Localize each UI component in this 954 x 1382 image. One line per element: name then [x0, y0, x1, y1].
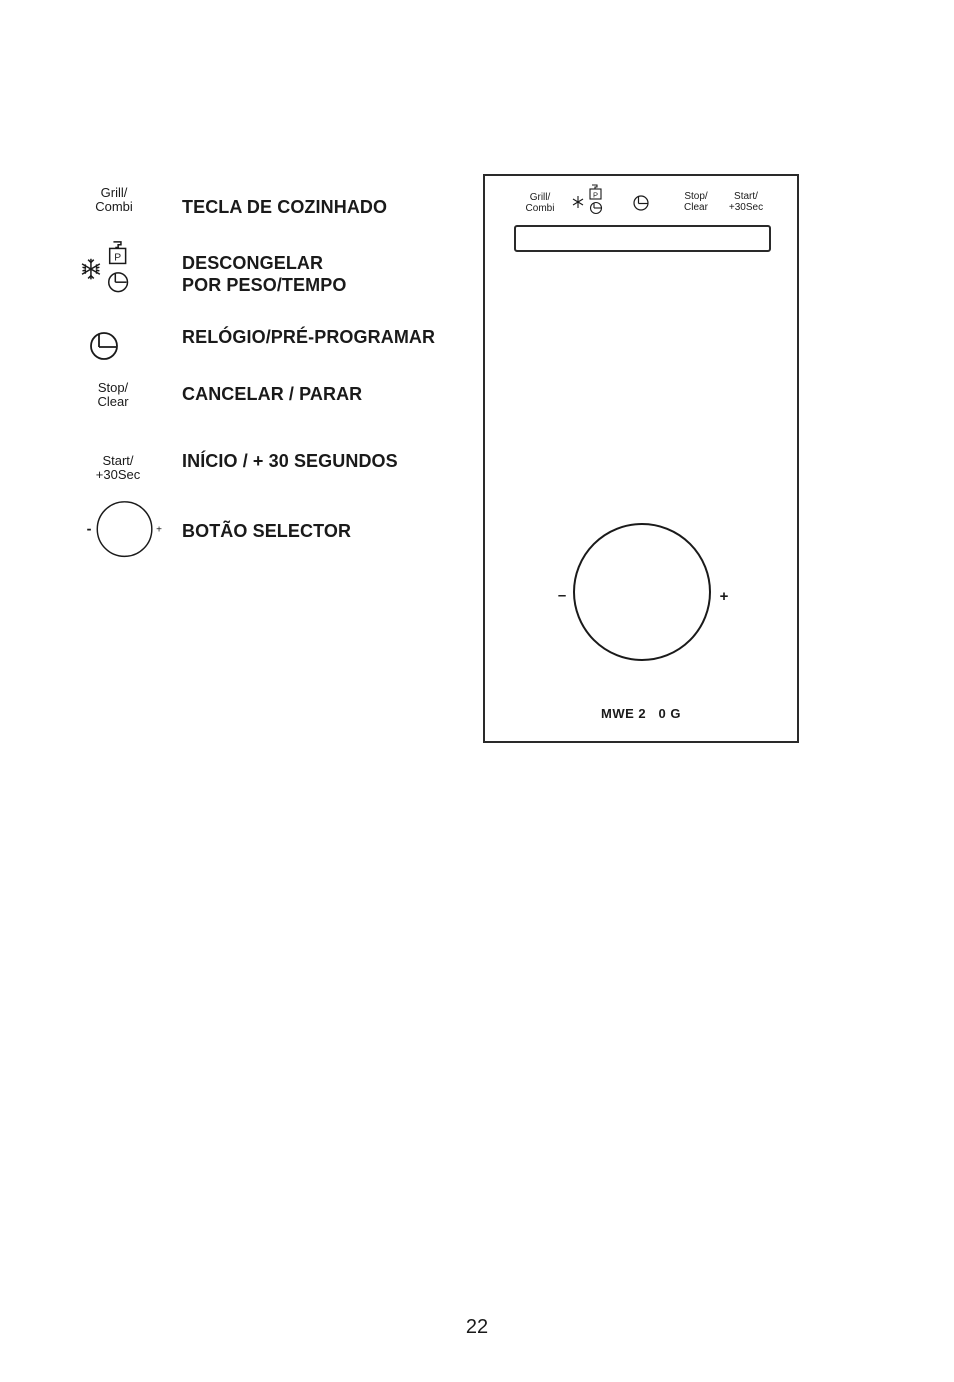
clock-icon [70, 316, 170, 376]
legend-row-stop-clear [70, 378, 470, 438]
panel-clock-button[interactable] [631, 193, 651, 213]
clock-icon [109, 273, 128, 292]
weight-p-letter: P [114, 252, 122, 264]
panel-stop-line2: Clear [684, 202, 708, 213]
legend-label-stop-clear: CANCELAR / PARAR [182, 384, 363, 404]
defrost-icon-group [70, 240, 170, 300]
grill-combi-button-label [74, 186, 154, 214]
panel-display [514, 225, 771, 252]
panel-start-line1: Start/ [734, 191, 758, 202]
legend-label-defrost-line1: DESCONGELAR [182, 253, 324, 273]
stop-clear-text-line1: Stop/ [97, 380, 129, 395]
legend-label-selector: BOTÃO SELECTOR [182, 521, 352, 541]
panel-weight-p-letter: P [592, 190, 599, 200]
panel-stop-clear-button[interactable] [671, 191, 721, 213]
legend-label-start: INÍCIO / + 30 SEGUNDOS [182, 451, 398, 471]
start-button-label [78, 454, 158, 482]
legend-label-defrost-line2: POR PESO/TEMPO [182, 275, 347, 295]
legend-row-selector [70, 500, 470, 566]
snowflake-icon [573, 196, 583, 208]
panel-dial-plus: + [719, 588, 729, 605]
panel-start-button[interactable] [721, 191, 771, 213]
stop-clear-text-line2: Clear [97, 394, 129, 409]
dial-icon [70, 500, 170, 560]
dial-plus-label: + [156, 524, 163, 536]
stop-clear-button-label [73, 381, 153, 409]
legend-label-grill-combi: TECLA DE COZINHADO [182, 197, 388, 217]
legend-row-clock [70, 316, 470, 376]
model-name: MWE 2 0 G [601, 706, 681, 721]
page-number: 22 [465, 1316, 489, 1338]
grill-combi-text-line2: Combi [95, 199, 133, 214]
legend-label-defrost [182, 252, 346, 296]
dial-minus-label: - [86, 521, 92, 538]
start-text-line2: +30Sec [95, 467, 141, 482]
dial-knob [574, 524, 710, 660]
panel-grill-combi-button[interactable] [515, 192, 565, 214]
panel-grill-line1: Grill/ [529, 192, 551, 203]
panel-stop-line1: Stop/ [684, 191, 708, 202]
clock-icon [634, 196, 648, 210]
start-text-line1: Start/ [102, 453, 134, 468]
grill-combi-text-line1: Grill/ [100, 185, 128, 200]
snowflake-icon [82, 259, 100, 280]
panel-start-line2: +30Sec [728, 202, 764, 213]
panel-selector-dial[interactable] [545, 516, 745, 666]
legend-label-clock: RELÓGIO/PRÉ-PROGRAMAR [182, 327, 436, 347]
panel-grill-line2: Combi [525, 203, 555, 214]
panel-defrost-button[interactable] [571, 184, 607, 216]
control-panel [483, 174, 799, 743]
clock-icon [591, 203, 602, 214]
legend-row-grill-combi [70, 182, 470, 242]
legend-row-defrost [70, 240, 470, 304]
panel-dial-minus: – [557, 587, 567, 604]
